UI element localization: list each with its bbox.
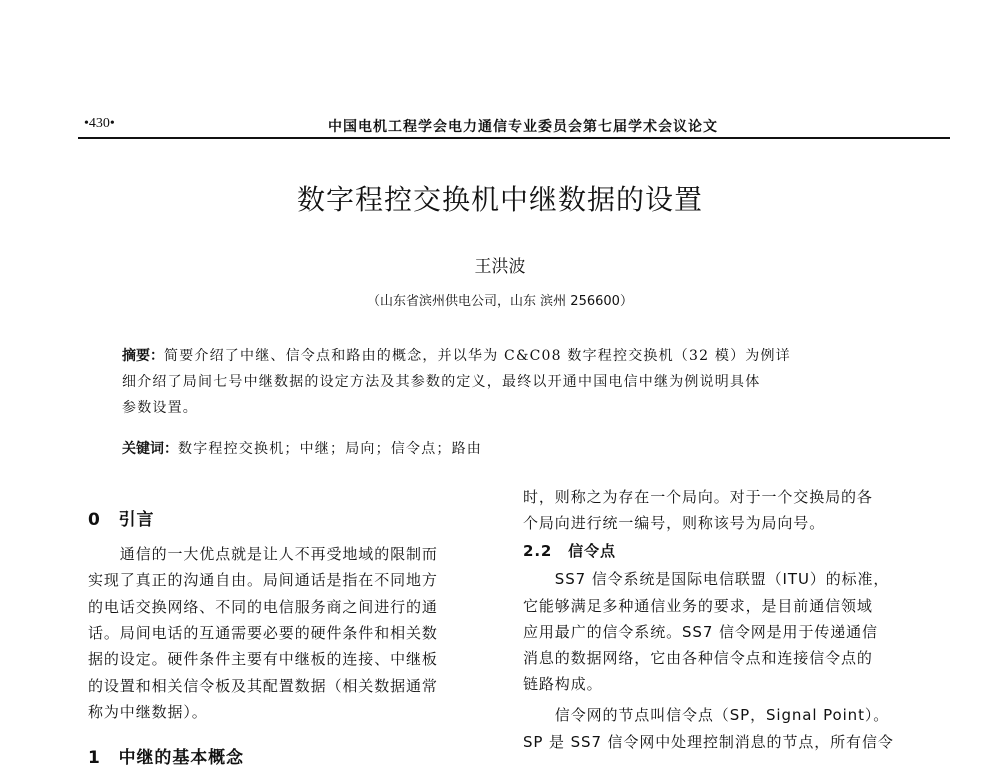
abstract-line: 细介绍了局间七号中继数据的设定方法及其参数的定义，最终以开通中国电信中继为例说明具体 xyxy=(122,374,761,390)
paper-title: 数字程控交换机中继数据的设置 xyxy=(296,183,703,216)
body-line: 实现了真正的沟通自由。局间通话是指在不同地方 xyxy=(88,571,438,589)
abstract-text: 简要介绍了中继、信令点和路由的概念，并以华为 C&C08 数字程控交换机（32 模）为例详 xyxy=(164,348,791,364)
keywords-label: 关键词： xyxy=(122,441,178,457)
body-line: 它能够满足多种通信业务的要求，是目前通信领域 xyxy=(523,597,873,615)
body-line: 个局向进行统一编号，则称该号为局向号。 xyxy=(523,514,826,532)
affiliation: （山东省滨州供电公司，山东 滨州 256600） xyxy=(367,294,633,309)
body-line: 的电话交换网络、不同的电信服务商之间进行的通 xyxy=(88,598,438,616)
body-line: 消息的数据网络，它由各种信令点和连接信令点的 xyxy=(523,649,873,667)
body-line: 链路构成。 xyxy=(523,675,603,693)
author: 王洪波 xyxy=(474,257,526,277)
subsection-heading: 2.2 信令点 xyxy=(523,542,616,560)
body-line: 时，则称之为存在一个局向。对于一个交换局的各 xyxy=(523,488,873,506)
body-line: 应用最广的信令系统。SS7 信令网是用于传递通信 xyxy=(523,623,878,641)
abstract-label: 摘要： xyxy=(122,348,164,364)
section-heading: 0 引言 xyxy=(88,510,155,530)
body-line: SS7 信令系统是国际电信联盟（ITU）的标准， xyxy=(523,570,890,588)
body-line: 话。局间电话的互通需要必要的硬件条件和相关数 xyxy=(88,624,438,642)
right-column xyxy=(523,0,923,760)
body-line: 称为中继数据）。 xyxy=(88,703,208,721)
body-line: 据的设定。硬件条件主要有中继板的连接、中继板 xyxy=(88,650,438,668)
body-line: SP 是 SS7 信令网中处理控制消息的节点，所有信令 xyxy=(523,733,894,751)
left-column xyxy=(88,0,478,768)
keywords-text: 数字程控交换机；中继；局向；信令点；路由 xyxy=(178,441,482,457)
body-line: 的设置和相关信令板及其配置数据（相关数据通常 xyxy=(88,677,438,695)
page-number: •430• xyxy=(84,116,115,131)
abstract-line: 参数设置。 xyxy=(122,400,198,416)
running-header: 中国电机工程学会电力通信专业委员会第七届学术会议论文 xyxy=(328,119,718,135)
body-line: 通信的一大优点就是让人不再受地域的限制而 xyxy=(88,545,438,563)
section-heading: 1 中继的基本概念 xyxy=(88,748,244,768)
body-line: 信令网的节点叫信令点（SP，Signal Point）。 xyxy=(523,706,890,724)
